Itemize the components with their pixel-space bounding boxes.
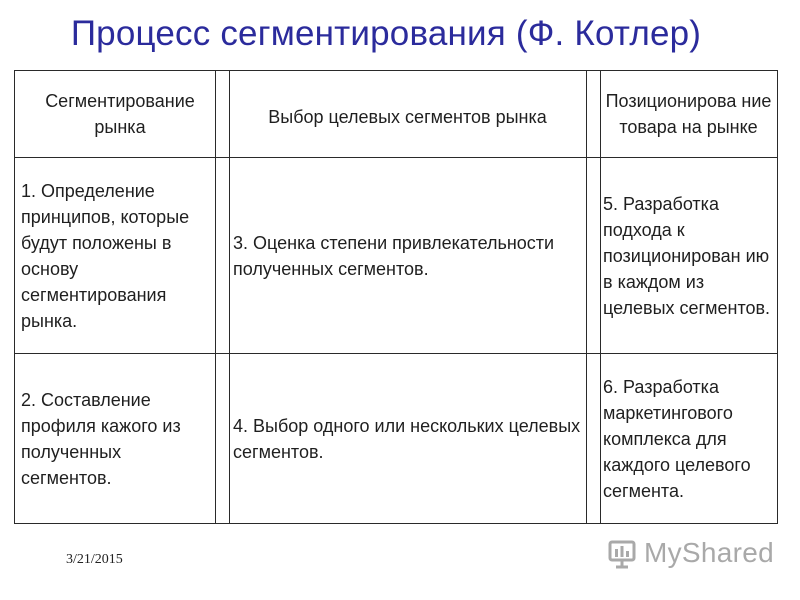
table-cell-step-1: 1. Определение принципов, которые будут положены в основу сегментирования рынка. [21, 180, 190, 331]
slide-title: Процесс сегментирования (Ф. Котлер) [70, 14, 702, 53]
column-divider [215, 71, 216, 523]
myshared-logo[interactable] [606, 536, 774, 570]
table-cell-step-2: 2. Составление профиля кажого из полученных сегментов. [21, 389, 181, 488]
header-cell-positioning: Позиционирова ние товара на рынке [605, 91, 772, 137]
column-divider [586, 71, 587, 523]
logo-text: MyShared [644, 537, 775, 568]
presentation-board-icon [606, 536, 640, 570]
slide-date: 3/21/2015 [66, 552, 123, 567]
header-cell-target-selection: Выбор целевых сегментов рынка [268, 107, 547, 127]
table-cell-step-5: 5. Разработка подхода к позиционирован ию в каждом из целевых сегментов. [603, 193, 771, 318]
segmentation-table [14, 70, 778, 524]
header-cell-segmentation: Сегментирование рынка [45, 91, 195, 137]
table-cell-step-6: 6. Разработка маркетингового комплекса для каждого целевого сегмента. [603, 376, 751, 501]
table-cell-step-4: 4. Выбор одного или нескольких целевых сегментов. [233, 415, 581, 462]
table-cell-step-3: 3. Оценка степени привлекательности полученных сегментов. [233, 232, 555, 279]
